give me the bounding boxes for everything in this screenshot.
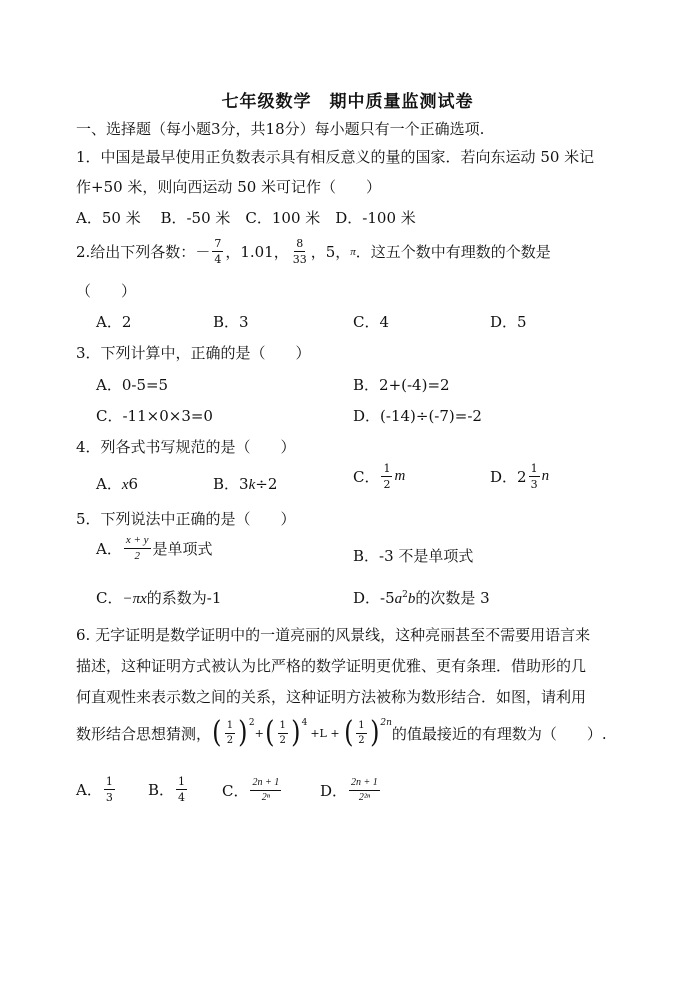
option-text: 是单项式 <box>152 540 213 558</box>
option-label: B． <box>213 475 240 493</box>
ellipsis-plus: +L + <box>310 726 340 740</box>
option-label: A． <box>76 781 102 799</box>
exponent: 2n <box>380 718 392 728</box>
q6-option-b <box>148 776 189 803</box>
frac-denominator: 4 <box>214 253 222 266</box>
right-paren: ) <box>238 715 248 750</box>
fraction-2n-plus-1-over-2-pow-2n <box>349 778 380 803</box>
frac-denominator: 2²ⁿ <box>358 792 370 803</box>
option-label: A． <box>96 540 122 558</box>
fraction-1-2 <box>381 463 392 490</box>
q3-option-b: B．2+(-4)=2 <box>353 376 450 394</box>
right-paren: ) <box>369 715 380 750</box>
option-text: 的系数为-1 <box>146 589 222 607</box>
var-b: b <box>407 591 416 607</box>
q4-option-c <box>353 463 405 490</box>
frac-numerator: 1 <box>105 775 113 788</box>
page-title: 七年级数学 期中质量监测试卷 <box>221 92 474 112</box>
frac-denominator: 4 <box>178 791 186 804</box>
option-text: -5 <box>380 589 395 607</box>
section-heading: 一、选择题（每小题3分，共18分）每小题只有一个正确选项. <box>76 120 485 138</box>
power-half-2n <box>343 715 392 750</box>
frac-numerator: 1 <box>356 721 366 734</box>
frac-numerator: 2n + 1 <box>250 778 281 791</box>
option-text: 6 <box>128 475 139 493</box>
var-m: m <box>394 468 406 484</box>
exponent: 2 <box>402 590 408 600</box>
plus-sign: + <box>254 726 264 740</box>
q5-stem: 5．下列说法中正确的是（ ） <box>76 510 296 528</box>
option-label: B． <box>148 781 175 799</box>
option-label: D． <box>320 782 348 800</box>
option-text: 3 <box>239 475 249 493</box>
q2-neg-sign: － <box>195 243 211 261</box>
q3-option-c: C．-11×0×3=0 <box>96 407 213 425</box>
right-paren: ) <box>291 715 301 750</box>
q2-fraction-8-33 <box>291 238 309 265</box>
q2-prefix: 2.给出下列各数： <box>76 243 196 261</box>
fraction-1-2 <box>225 721 235 746</box>
frac-denominator: 33 <box>292 253 307 266</box>
frac-denominator: 2 <box>279 734 286 746</box>
exponent: 4 <box>301 718 308 728</box>
option-label: C． <box>222 782 249 800</box>
q2-option-c: C．4 <box>353 313 390 331</box>
q2-fraction-7-4 <box>212 238 223 265</box>
frac-numerator: 1 <box>383 462 391 475</box>
q6-line4-suffix: 的值最接近的有理数为（ ）. <box>391 724 607 743</box>
q2-answer-paren: （ ） <box>76 282 137 300</box>
option-text: 的次数是 3 <box>415 589 490 607</box>
q1-stem-line2: 作+50 米，则向西运动 50 米可记作（ ） <box>76 178 382 196</box>
var-n: n <box>541 468 550 484</box>
q6-stem-line2: 描述，这种证明方式被认为比严格的数学证明更优雅、更有条理．借助形的几 <box>76 657 587 675</box>
option-text: ÷2 <box>255 475 278 493</box>
fraction-1-4 <box>176 776 187 803</box>
q6-stem-line4 <box>76 715 607 750</box>
q4-option-b <box>213 473 277 494</box>
q5-option-c <box>96 587 221 608</box>
frac-denominator: 2 <box>358 734 365 746</box>
frac-denominator: 2 <box>134 550 140 562</box>
power-half-2 <box>211 715 255 750</box>
option-label: C． <box>96 589 123 607</box>
frac-numerator: 2n + 1 <box>349 778 380 791</box>
frac-numerator: 1 <box>278 721 288 734</box>
frac-numerator: x + y <box>124 535 151 549</box>
q6-option-c <box>222 778 283 803</box>
q2-option-a: A．2 <box>96 313 132 331</box>
exponent: 2 <box>248 718 255 728</box>
q3-option-a: A．0-5=5 <box>96 376 169 394</box>
q6-line4-prefix: 数形结合思想猜测， <box>76 724 212 743</box>
q3-stem: 3．下列计算中，正确的是（ ） <box>76 344 311 362</box>
q6-stem-line3: 何直观性来表示数之间的关系，这种证明方法被称为数形结合．如图，请利用 <box>76 688 587 706</box>
q2-mid1: ，1.01， <box>225 243 289 261</box>
q5-option-a <box>96 535 213 562</box>
frac-denominator: 2 <box>226 734 234 746</box>
fraction-1-2 <box>356 721 366 746</box>
q5-option-d <box>353 587 490 608</box>
frac-denominator: 3 <box>530 478 538 491</box>
left-paren: ( <box>264 715 275 750</box>
q1-options: A．50 米 B．-50 米 C．100 米 D．-100 米 <box>76 209 416 227</box>
fraction-2n-plus-1-over-2-pow-n <box>250 778 281 803</box>
power-half-4 <box>264 715 308 750</box>
frac-denominator: 3 <box>105 791 113 804</box>
q2-option-b: B．3 <box>213 313 249 331</box>
var-a: a <box>394 591 403 607</box>
q2-stem <box>76 238 551 265</box>
fraction-1-3 <box>529 463 540 490</box>
q4-option-d <box>490 463 549 490</box>
q3-option-d: D．(-14)÷(-7)=-2 <box>353 407 482 425</box>
frac-numerator: 7 <box>214 237 222 250</box>
fraction-x-plus-y-over-2 <box>124 535 151 562</box>
var-x: x <box>121 477 129 493</box>
q6-stem-line1: 6. 无字证明是数学证明中的一道亮丽的风景线，这种亮丽甚至不需要用语言来 <box>76 626 591 644</box>
left-paren: ( <box>343 715 354 750</box>
frac-denominator: 2 <box>383 478 391 491</box>
q4-option-a <box>96 473 138 494</box>
option-label: A． <box>96 475 122 493</box>
expr-neg-pi-x: −πx <box>122 591 147 607</box>
frac-numerator: 1 <box>225 721 235 734</box>
q1-stem-line1: 1．中国是最早使用正负数表示具有相反意义的量的国家．若向东运动 50 米记 <box>76 148 595 166</box>
var-k: k <box>248 477 256 493</box>
frac-numerator: 1 <box>178 775 186 788</box>
frac-numerator: 1 <box>530 462 538 475</box>
q4-stem: 4．列各式书写规范的是（ ） <box>76 438 296 456</box>
fraction-1-3 <box>104 776 115 803</box>
option-label: D． <box>353 589 381 607</box>
q2-pi: π <box>350 245 356 258</box>
q6-option-a <box>76 776 117 803</box>
q6-option-d <box>320 778 382 803</box>
frac-numerator: 8 <box>296 237 304 250</box>
q2-suffix: ．这五个数中有理数的个数是 <box>355 243 551 261</box>
fraction-1-2 <box>278 721 288 746</box>
q2-option-d: D．5 <box>490 313 527 331</box>
option-label: C． <box>353 468 380 486</box>
mixed-whole: 2 <box>517 467 527 486</box>
frac-denominator: 2ⁿ <box>261 792 270 803</box>
left-paren: ( <box>212 715 222 750</box>
q2-mid2: ，5， <box>310 243 351 261</box>
q5-option-b: B．-3 不是单项式 <box>353 547 474 565</box>
option-label: D． <box>490 468 518 486</box>
